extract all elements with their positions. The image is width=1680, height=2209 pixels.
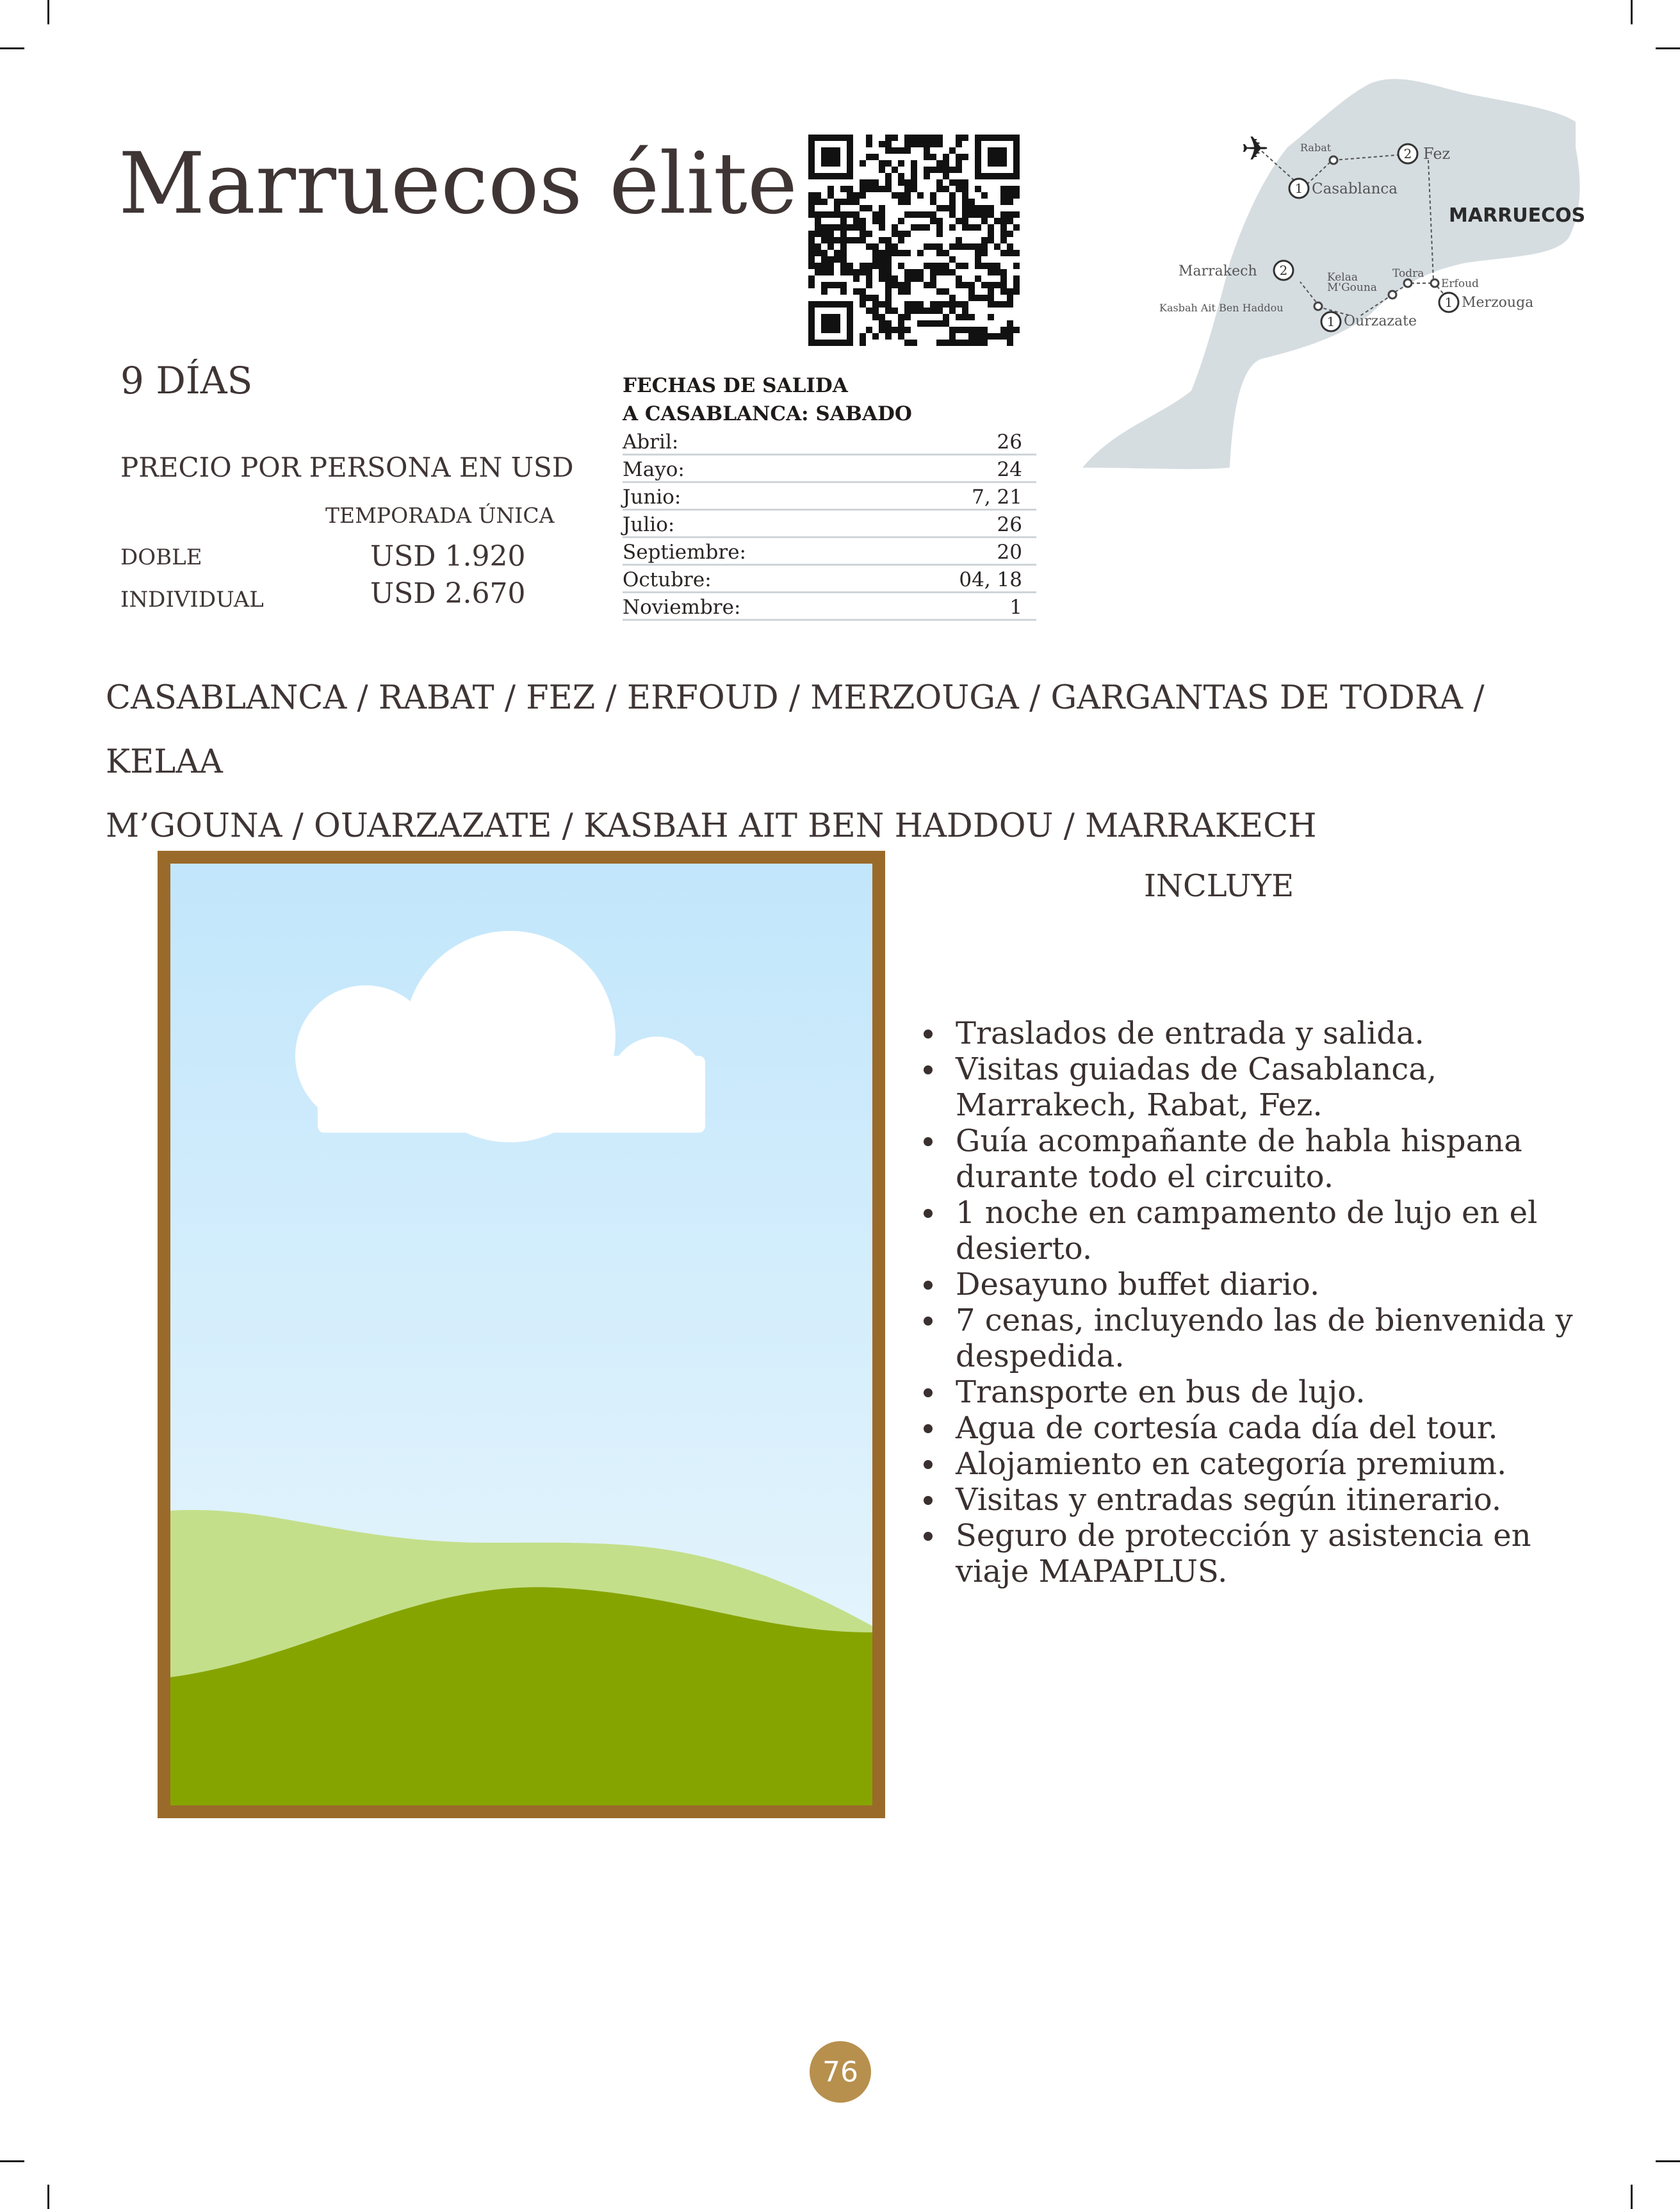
crop-mark-top-right-h xyxy=(1656,47,1680,49)
page-number-badge: 76 xyxy=(810,2041,871,2103)
casablanca-label: Casablanca xyxy=(1312,181,1398,197)
list-item: Alojamiento en categoría premium. xyxy=(924,1446,1577,1482)
departure-row xyxy=(623,593,1036,621)
kelaa-label: Kelaa xyxy=(1327,271,1358,284)
rabat-label: Rabat xyxy=(1300,142,1332,154)
trip-duration: 9 DÍAS xyxy=(120,359,253,402)
casablanca-nights-label: 1 xyxy=(1294,181,1303,196)
crop-mark-bottom-right-v xyxy=(1631,2185,1633,2209)
qr-code[interactable] xyxy=(808,135,1020,346)
departure-days: 26 xyxy=(997,431,1022,454)
departure-month: Julio: xyxy=(623,513,675,536)
country-label: MARRUECOS xyxy=(1449,204,1586,227)
list-item: Traslados de entrada y salida. xyxy=(924,1015,1577,1051)
marrakech-nights-label: 2 xyxy=(1279,263,1288,278)
departure-days: 7, 21 xyxy=(972,486,1022,509)
kasbah-label: Kasbah Ait Ben Haddou xyxy=(1159,302,1284,314)
fez-label: Fez xyxy=(1423,145,1451,163)
marrakech-label: Marrakech xyxy=(1178,263,1257,279)
price-value-double: USD 1.920 xyxy=(370,540,526,573)
image-placeholder-frame xyxy=(158,851,885,1818)
route-line-2: M’GOUNA / OUARZAZATE / KASBAH AIT BEN HADDOU / MARRAKECH xyxy=(106,807,1317,845)
departure-days: 04, 18 xyxy=(959,568,1022,591)
list-item: Visitas y entradas según itinerario. xyxy=(924,1482,1577,1518)
price-label-single: INDIVIDUAL xyxy=(120,587,264,612)
list-item: Seguro de protección y asistencia en viaje MAPAPLUS. xyxy=(924,1518,1577,1589)
crop-mark-bottom-right-h xyxy=(1656,2160,1680,2162)
list-item: 1 noche en campamento de lujo en el desierto. xyxy=(924,1195,1577,1267)
ourzazate-nights-label: 1 xyxy=(1326,314,1335,329)
price-value-single: USD 2.670 xyxy=(370,577,526,610)
list-item: Guía acompañante de habla hispana durante todo el circuito. xyxy=(924,1123,1577,1195)
crop-mark-top-left-h xyxy=(0,47,24,49)
kelaa-marker xyxy=(1389,291,1396,299)
departure-days: 1 xyxy=(1009,596,1022,619)
departure-month: Septiembre: xyxy=(623,541,746,564)
departure-days: 26 xyxy=(997,513,1022,536)
kasbah-marker xyxy=(1314,302,1322,310)
departure-row xyxy=(623,483,1036,511)
list-item: Visitas guiadas de Casablanca, Marrakech, Rabat, Fez. xyxy=(924,1051,1577,1123)
includes-title: INCLUYE xyxy=(1144,868,1294,904)
rabat-marker xyxy=(1330,156,1337,164)
landscape-placeholder-image xyxy=(170,864,872,1805)
price-heading: PRECIO POR PERSONA EN USD xyxy=(120,452,574,483)
route-cities xyxy=(106,666,1579,858)
list-item: Desayuno buffet diario. xyxy=(924,1267,1577,1302)
departure-row xyxy=(623,511,1036,538)
fez-nights-label: 2 xyxy=(1403,146,1412,161)
departure-month: Mayo: xyxy=(623,458,685,481)
ourzazate-label: Ourzazate xyxy=(1344,313,1417,329)
departure-days: 24 xyxy=(997,458,1022,481)
includes-list xyxy=(924,1015,1577,1589)
mgouna-label: M'Gouna xyxy=(1327,281,1377,294)
departures-heading-2: A CASABLANCA: SABADO xyxy=(623,402,912,425)
list-item: Agua de cortesía cada día del tour. xyxy=(924,1410,1577,1446)
departure-row xyxy=(623,456,1036,483)
route-map xyxy=(1070,70,1601,474)
departure-row xyxy=(623,566,1036,593)
departure-month: Octubre: xyxy=(623,568,712,591)
departure-month: Junio: xyxy=(623,486,681,509)
departure-row xyxy=(623,428,1036,456)
departure-dates-table xyxy=(623,372,1036,621)
erfoud-label: Erfoud xyxy=(1441,277,1479,290)
crop-mark-top-left-v xyxy=(47,0,49,24)
merzouga-label: Merzouga xyxy=(1462,295,1534,311)
list-item: Transporte en bus de lujo. xyxy=(924,1374,1577,1410)
todra-label: Todra xyxy=(1392,267,1424,280)
todra-marker xyxy=(1404,279,1412,287)
crop-mark-bottom-left-h xyxy=(0,2160,24,2162)
departure-row xyxy=(623,538,1036,566)
departure-days: 20 xyxy=(997,541,1022,564)
season-label: TEMPORADA ÚNICA xyxy=(325,503,555,528)
airplane-icon: ✈ xyxy=(1241,130,1269,168)
erfoud-marker xyxy=(1431,279,1439,287)
merzouga-nights-label: 1 xyxy=(1444,295,1453,310)
departures-heading-1: FECHAS DE SALIDA xyxy=(623,374,848,397)
crop-mark-top-right-v xyxy=(1631,0,1633,24)
price-label-double: DOBLE xyxy=(120,545,202,570)
list-item: 7 cenas, incluyendo las de bienvenida y despedida. xyxy=(924,1302,1577,1374)
page-title: Marruecos élite xyxy=(118,135,797,233)
crop-mark-bottom-left-v xyxy=(47,2185,49,2209)
departure-month: Noviembre: xyxy=(623,596,741,619)
route-line-1: CASABLANCA / RABAT / FEZ / ERFOUD / MERZOUGA / GARGANTAS DE TODRA / KELAA xyxy=(106,679,1485,781)
departure-month: Abril: xyxy=(623,431,679,454)
